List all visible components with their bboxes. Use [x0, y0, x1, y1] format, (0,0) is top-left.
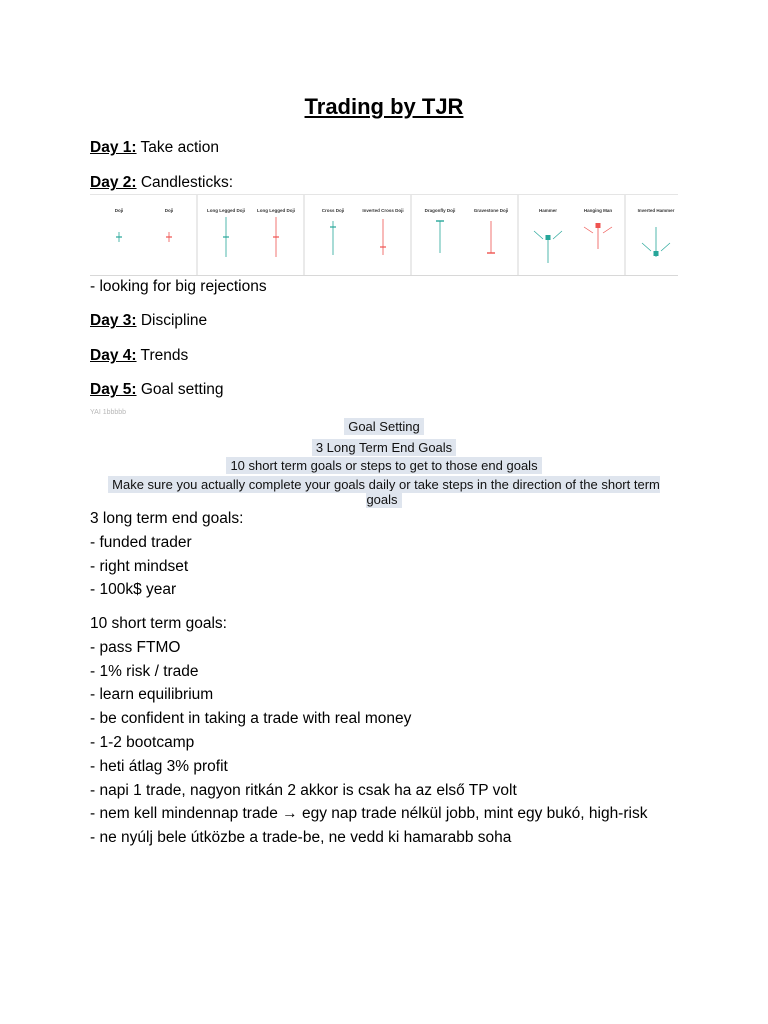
right-arrow-icon: →	[282, 805, 298, 823]
day-2-line	[90, 174, 233, 192]
day-5-line	[90, 381, 224, 399]
day-3-line	[90, 312, 207, 330]
day-2-text: Candlesticks:	[136, 174, 234, 191]
hammer-arrow-left	[534, 231, 543, 239]
hammer-arrow-right	[553, 231, 562, 239]
day-4-line	[90, 347, 188, 365]
candlestick-label: Long Legged Doji	[207, 208, 245, 213]
candlestick-label: Doji	[114, 208, 124, 213]
day-5-label: Day 5:	[90, 381, 137, 398]
inverted-hammer-body	[654, 251, 659, 256]
list-item: - funded trader	[90, 533, 192, 551]
candlestick-label: Inverted Cross Doji	[362, 208, 404, 213]
list-item: - 100k$ year	[90, 581, 177, 599]
short-term-heading: 10 short term goals:	[90, 615, 227, 632]
day-2-label: Day 2:	[90, 174, 137, 191]
hanging-man-arrow-right	[603, 227, 612, 233]
list-item-text: egy nap trade nélkül jobb, mint egy bukó, high-risk	[297, 805, 648, 823]
candlestick-label: Gravestone Doji	[473, 208, 509, 213]
list-item: - learn equilibrium	[90, 686, 214, 704]
candlestick-types-svg	[90, 195, 678, 275]
short-term-goals-list	[90, 612, 647, 850]
candlestick-types-image	[90, 194, 678, 276]
candlestick-label: Dragonfly Doji	[424, 208, 456, 213]
day-3-text: Discipline	[136, 312, 208, 329]
goal-image-line	[90, 458, 678, 473]
list-item: - 1-2 bootcamp	[90, 733, 195, 751]
list-item: - pass FTMO	[90, 638, 181, 656]
goal-image-line	[90, 419, 678, 434]
hanging-man-arrow-left	[584, 227, 593, 233]
goal-setting-image	[90, 407, 678, 507]
inverted-hammer-arrow-right	[661, 243, 670, 251]
hammer-body	[546, 235, 551, 240]
list-item	[90, 802, 647, 826]
list-item: - heti átlag 3% profit	[90, 757, 228, 775]
day-4-label: Day 4:	[90, 347, 137, 364]
goal-image-line-text: Make sure you actually complete your goals daily or take steps in the direction of the short term goals	[108, 476, 660, 508]
candlestick-label: Hanging Man	[583, 208, 613, 213]
goal-image-line-text: 3 Long Term End Goals	[312, 439, 456, 456]
candlestick-label: Cross Doji	[321, 208, 345, 213]
list-item: - ne nyúlj bele útközbe a trade-be, ne vedd ki hamarabb soha	[90, 829, 512, 847]
day-3-label: Day 3:	[90, 312, 137, 329]
list-item: - right mindset	[90, 557, 189, 575]
list-item: - 1% risk / trade	[90, 662, 199, 680]
day-5-text: Goal setting	[136, 381, 224, 398]
goal-image-line-text: 10 short term goals or steps to get to those end goals	[226, 457, 541, 474]
goal-image-line-text: Goal Setting	[344, 418, 424, 435]
day-4-text: Trends	[136, 347, 189, 364]
candlestick-label: Long Legged Doji	[257, 208, 295, 213]
day-1-label: Day 1:	[90, 139, 137, 156]
goal-image-line	[90, 477, 678, 507]
candlestick-note: - looking for big rejections	[90, 278, 267, 295]
list-item: - napi 1 trade, nagyon ritkán 2 akkor is csak ha az első TP volt	[90, 781, 517, 799]
day-1-text: Take action	[136, 139, 219, 156]
goal-image-watermark: YAI 1bbbbb	[90, 409, 127, 416]
hanging-man-body	[596, 223, 601, 228]
inverted-hammer-arrow-left	[642, 243, 651, 251]
candlestick-label: Hammer	[538, 208, 558, 213]
list-item: - be confident in taking a trade with real money	[90, 710, 412, 728]
document-title: Trading by TJR	[304, 94, 464, 119]
candlestick-label: Inverted Hammer	[637, 208, 675, 213]
long-term-goals-list	[90, 507, 243, 602]
day-1-line	[90, 139, 219, 157]
candlestick-label: Doji	[164, 208, 174, 213]
goal-image-line	[90, 440, 678, 455]
list-item-text: - nem kell mindennap trade	[90, 805, 283, 823]
long-term-heading: 3 long term end goals:	[90, 510, 244, 527]
